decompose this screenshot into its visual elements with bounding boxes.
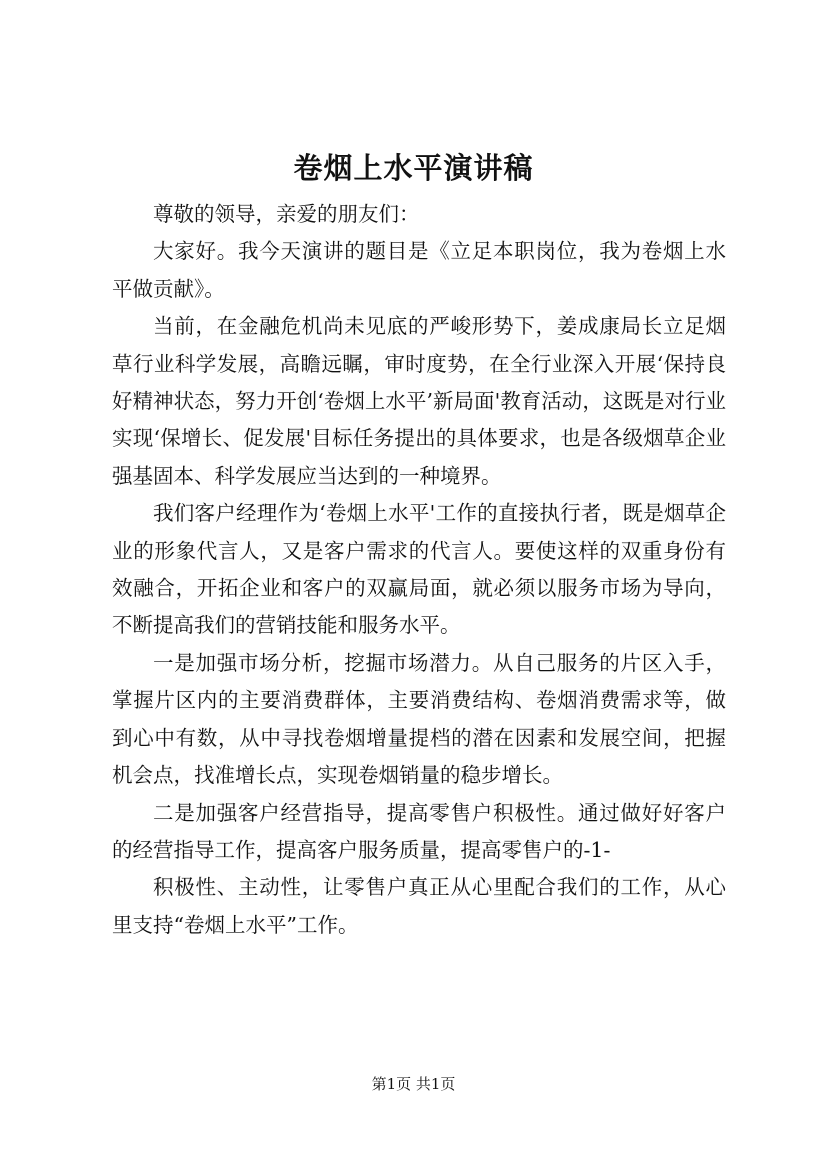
paragraph-background: 当前，在金融危机尚未见底的严峻形势下，姜成康局长立足烟草行业科学发展，高瞻远瞩，审时度势，在全行业深入开展‘保持良好精神状态，努力开创‘卷烟上水平’新局面'教育活动，这既是对行业实现‘保增长、促发展'目标任务提出的具体要求，也是各级烟草企业强基固本、科学发展应当达到的一种境界。 [112,314,726,488]
document-title: 卷烟上水平演讲稿 [293,151,534,185]
paragraph-point-one: 一是加强市场分析，挖掘市场潜力。从自己服务的片区入手，掌握片区内的主要消费群体，主要消费结构、卷烟消费需求等，做到心中有数，从中寻找卷烟增量提档的潜在因素和发展空间，把握机会点，找准增长点，实现卷烟销量的稳步增长。 [112,650,726,788]
document-body [112,196,726,944]
paragraph-role: 我们客户经理作为‘卷烟上水平'工作的直接执行者，既是烟草企业的形象代言人，又是客户需求的代言人。要使这样的双重身份有效融合，开拓企业和客户的双赢局面，就必须以服务市场为导向，不断提高我们的营销技能和服务水平。 [112,501,726,638]
paragraph-salutation: 尊敬的领导，亲爱的朋友们： [153,202,420,226]
page-footer: 第1页 共1页 [371,1075,456,1093]
paragraph-greeting: 大家好。我今天演讲的题目是《立足本职岗位，我为卷烟上水平做贡献》。 [112,239,726,301]
paragraph-point-two: 二是加强客户经营指导，提高零售户积极性。通过做好好客户的经营指导工作，提高客户服务质量，提高零售户的-1- [112,800,726,862]
paragraph-continuation: 积极性、主动性，让零售户真正从心里配合我们的工作，从心里支持“卷烟上水平”工作。 [112,875,726,937]
